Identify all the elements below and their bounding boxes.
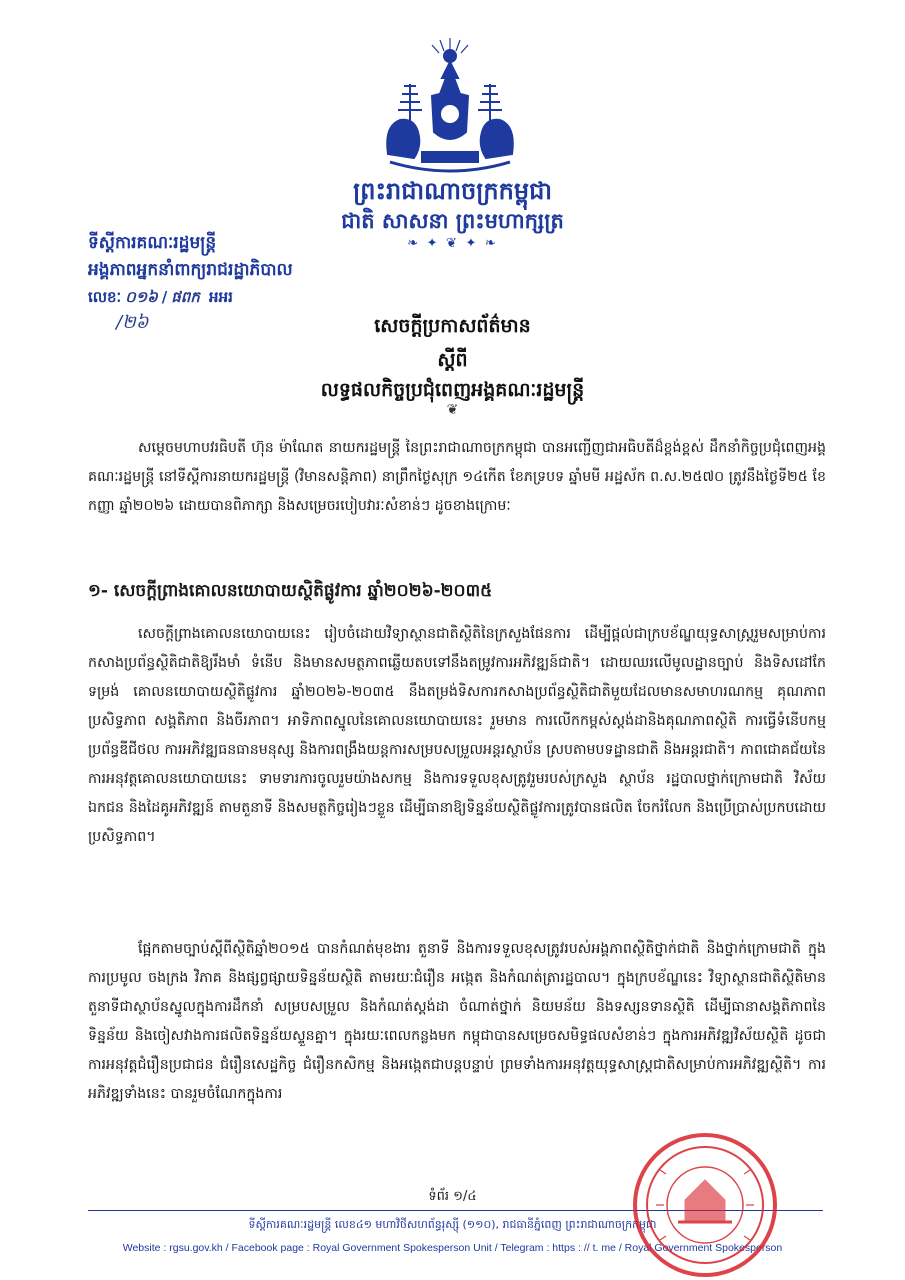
national-motto: ជាតិ សាសនា ព្រះមហាក្សត្រ — [341, 209, 564, 233]
paragraph-intro-text: សម្តេចមហាបវរធិបតី ហ៊ុន ម៉ាណែត នាយករដ្ឋមន្ត្រី នៃព្រះរាជាណាចក្រកម្ពុជា បានអញ្ជើញជាអធិបតីដ៏ខ្ពង់ខ្ពស់ ដឹកនាំកិច្ចប្រជុំពេញអង្គគណៈរដ្ឋមន្ត្រី នៅទីស្តីការនាយករដ្ឋមន្ត្រី (វិមានសន្តិភាព) នាព្រឹកថ្ងៃសុក្រ ១៤កើត ខែភទ្របទ ឆ្នាំមមី អដ្ឋស័ក ព.ស.២៥៧០ ត្រូវនឹងថ្ងៃទី២៥ ខែកញ្ញា ឆ្នាំ២០២៦ ដោយបានពិភាក្សា និងសម្រេចរបៀបវារៈសំខាន់ៗ ដូចខាងក្រោមៈ — [88, 440, 826, 514]
doc-number-value: ០១៦ — [125, 288, 158, 306]
paragraph-policy-text: សេចក្តីព្រាងគោលនយោបាយនេះ រៀបចំដោយវិទ្យាស្ថានជាតិស្ថិតិនៃក្រសួងផែនការ ដើម្បីផ្តល់ជាក្របខ័ណ្ឌយុទ្ធសាស្ត្ររួមសម្រាប់ការកសាងប្រព័ន្ធស្ថិតិជាតិឱ្យរឹងមាំ ទំនើប និងមានសមត្ថភាពឆ្លើយតបទៅនឹងតម្រូវការអភិវឌ្ឍន៍ជាតិ។ ដោយឈរលើមូលដ្ឋានច្បាប់ និងទិសដៅកែទម្រង់ គោលនយោបាយស្ថិតិផ្លូវការ ឆ្នាំ២០២៦-២០៣៥ នឹងតម្រង់ទិសការកសាងប្រព័ន្ធស្ថិតិជាតិមួយដែលមានសមាហរណកម្ម គុណភាព ប្រសិទ្ធភាព សង្គតិភាព និងចីរភាព។ អាទិភាពស្នូលនៃគោលនយោបាយនេះ រួមមាន ការលើកកម្ពស់ស្តង់ដានិងគុណភាពស្ថិតិ ការធ្វើទំនើបកម្មប្រព័ន្ធឌីជីថល ការអភិវឌ្ឍធនធានមនុស្ស និងការពង្រឹងយន្តការសម្របសម្រួលអន្តរស្ថាប័ន ស្របតាមបទដ្ឋានជាតិ និងអន្តរជាតិ។ ភាពជោគជ័យនៃការអនុវត្តគោលនយោបាយនេះ ទាមទារការចូលរួមយ៉ាងសកម្ម និងការទទួលខុសត្រូវរួមរបស់ក្រសួង ស្ថាប័ន រដ្ឋបាលថ្នាក់ក្រោមជាតិ វិស័យឯកជន និងដៃគូអភិវឌ្ឍន៍ តាមតួនាទី និងសមត្ថកិច្ចរៀងៗខ្លួន ដើម្បីធានាឱ្យទិន្នន័យស្ថិតិផ្លូវការត្រូវបានផលិត ចែករំលែក និងប្រើប្រាស់ប្រកបដោយប្រសិទ្ធភាព។ — [88, 626, 826, 845]
doc-number-handwritten: /២៦ — [116, 312, 149, 333]
header-ornament: ❧ ✦ ❦ ✦ ❧ — [407, 236, 498, 251]
footer-links: Website : rgsu.gov.kh / Facebook page : Royal Government Spokesperson Unit / Telegram : https : // t. me / Royal Government Spokesperson — [122, 1242, 783, 1254]
royal-emblem-icon — [370, 34, 530, 182]
issuing-unit: អង្គភាពអ្នកនាំពាក្យរាជរដ្ឋាភិបាល — [88, 260, 293, 280]
doc-number-suffix: អអរ — [209, 288, 233, 306]
paragraph-policy — [88, 620, 826, 852]
doc-number-label: លេខៈ — [88, 288, 122, 306]
page-number: ទំព័រ ១/៤ — [428, 1189, 477, 1204]
document-title: សេចក្តីប្រកាសព័ត៌មាន — [374, 315, 531, 337]
paragraph-law-text: ផ្អែកតាមច្បាប់ស្តីពីស្ថិតិឆ្នាំ២០១៥ បានកំណត់មុខងារ តួនាទី និងការទទួលខុសត្រូវរបស់អង្គភាពស្ថិតិថ្នាក់ជាតិ និងថ្នាក់ក្រោមជាតិ ក្នុងការប្រមូល ចងក្រង វិភាគ និងផ្សព្វផ្សាយទិន្នន័យស្ថិតិ តាមរយៈជំរឿន អង្កេត និងកំណត់ត្រារដ្ឋបាល។ ក្នុងក្របខ័ណ្ឌនេះ វិទ្យាស្ថានជាតិស្ថិតិមានតួនាទីជាស្ថាប័នស្នូលក្នុងការដឹកនាំ សម្របសម្រួល និងកំណត់ស្តង់ដា ចំណាត់ថ្នាក់ និយមន័យ និងទស្សនទានស្ថិតិ ដើម្បីធានាសង្គតិភាពនៃទិន្នន័យ និងចៀសវាងការផលិតទិន្នន័យស្ទួនគ្នា។ ក្នុងរយៈពេលកន្លងមក កម្ពុជាបានសម្រេចសមិទ្ធផលសំខាន់ៗ ក្នុងការអភិវឌ្ឍវិស័យស្ថិតិ ដូចជាការអនុវត្តជំរឿនប្រជាជន ជំរឿនសេដ្ឋកិច្ច ជំរឿនកសិកម្ម និងអង្កេតជាបន្តបន្ទាប់ ព្រមទាំងការអនុវត្តយុទ្ធសាស្ត្រជាតិសម្រាប់ការអភិវឌ្ឍស្ថិតិ។ ការអភិវឌ្ឍទាំងនេះ បានរួមចំណែកក្នុងការ — [88, 941, 826, 1102]
official-seal-icon — [630, 1130, 780, 1280]
document-title-about: ស្តីពី — [437, 349, 468, 371]
paragraph-law — [88, 935, 826, 1109]
kingdom-name: ព្រះរាជាណាចក្រកម្ពុជា — [353, 177, 552, 205]
title-ornament: ❦ — [446, 402, 459, 418]
paragraph-intro — [88, 434, 826, 521]
doc-number-mid: ផពក — [171, 288, 200, 306]
issuing-office: ទីស្តីការគណៈរដ្ឋមន្ត្រី — [88, 233, 217, 253]
footer-address: ទីស្តីការគណៈរដ្ឋមន្ត្រី លេខ៤១ មហាវិថីសហព័ន្ធរុស្ស៊ី (១១០), រាជធានីភ្នំពេញ ព្រះរាជាណាចក្រកម្ពុជា — [248, 1218, 657, 1231]
document-subject: លទ្ធផលកិច្ចប្រជុំពេញអង្គគណៈរដ្ឋមន្ត្រី — [320, 379, 585, 401]
section-heading: ១- សេចក្តីព្រាងគោលនយោបាយស្ថិតិផ្លូវការ ឆ្នាំ២០២៦-២០៣៥ — [88, 581, 493, 601]
document-number: លេខៈ ០១៦ / ផពក អអរ — [88, 288, 233, 306]
